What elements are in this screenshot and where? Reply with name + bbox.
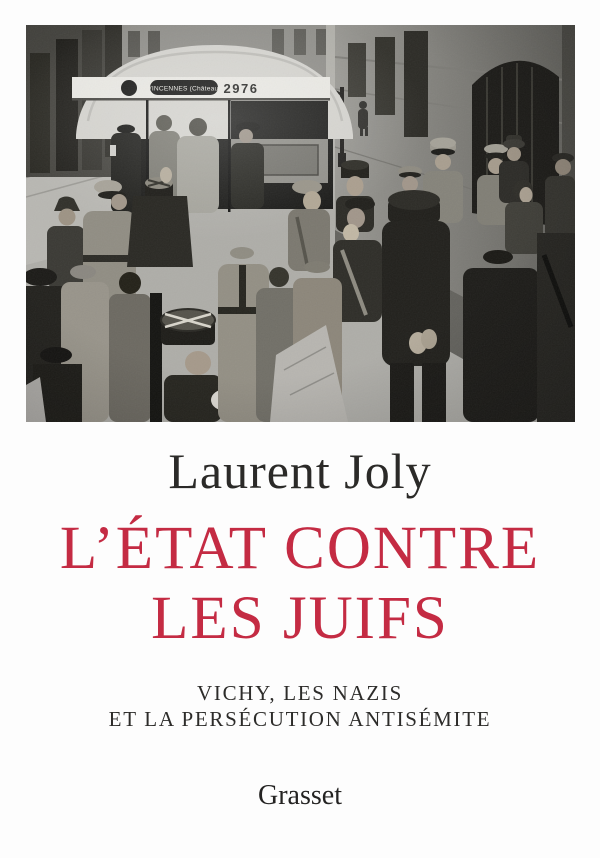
grain-overlay — [26, 25, 575, 422]
publisher-name: Grasset — [258, 780, 342, 811]
title-line-1: L’ÉTAT CONTRE — [59, 515, 541, 582]
author-name: Laurent Joly — [168, 443, 432, 499]
cover-photo — [26, 25, 575, 422]
photo-illustration — [26, 25, 575, 422]
subtitle-line-1: VICHY, LES NAZIS — [197, 681, 403, 705]
book-subtitle — [0, 680, 600, 732]
title-line-2: LES JUIFS — [151, 585, 449, 652]
subtitle-line-2: ET LA PERSÉCUTION ANTISÉMITE — [108, 707, 492, 731]
book-title — [0, 514, 600, 654]
